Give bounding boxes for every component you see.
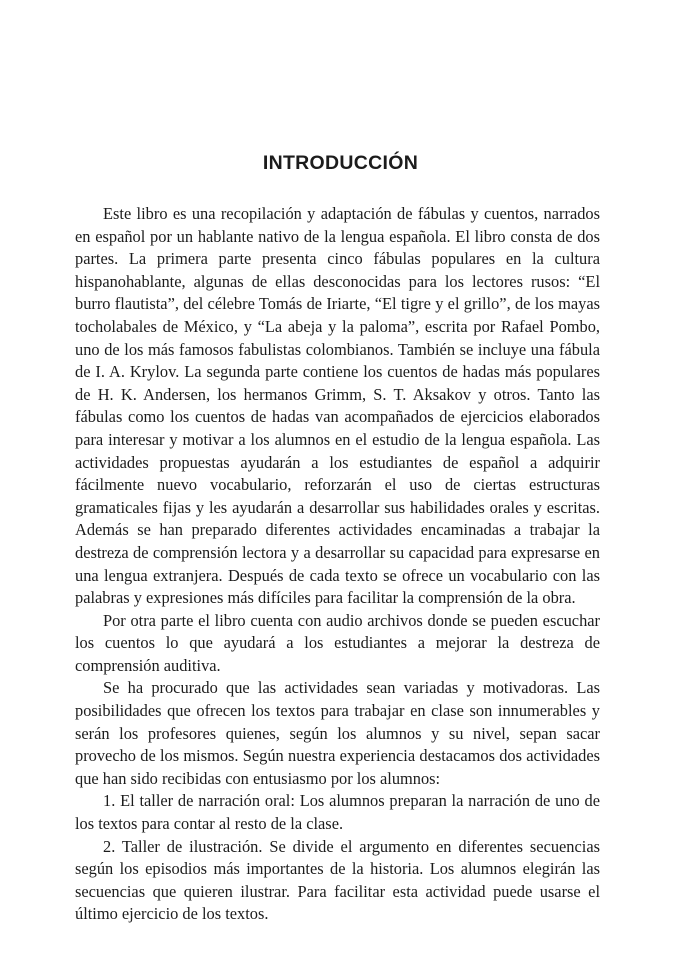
paragraph-activities: Se ha procurado que las actividades sean variadas y motivadoras. Las posibilidades que ofrecen los textos para trabajar en clase son innumerables y serán los profesores quienes, según los alumnos y su nivel, sepan sacar provecho de los mismos. Según nuestra experiencia destacamos dos actividades que han sido recibidas con entusiasmo por los alumnos:: [75, 678, 600, 788]
introduction-body: [75, 203, 600, 926]
paragraph-activity-1: 1. El taller de narración oral: Los alumnos preparan la narración de uno de los textos para contar al resto de la clase.: [75, 791, 600, 834]
paragraph-audio: Por otra parte el libro cuenta con audio archivos donde se pueden escuchar los cuentos lo que ayudará a los estudiantes a mejorar la destreza de comprensión auditiva.: [75, 610, 600, 675]
paragraph-overview: Este libro es una recopilación y adaptación de fábulas y cuentos, narrados en español por un hablante nativo de la lengua española. El libro consta de dos partes. La primera parte presenta cinco fábulas populares en la cultura hispanohablante, algunas de ellas desconocidas para los lectores rusos: “El burro flautista”, del célebre Tomás de Iriarte, “El tigre y el grillo”, de los mayas tocholabales de México, y “La abeja y la paloma”, escrita por Rafael Pombo, uno de los más famosos fabulistas colombianos. También se incluye una fábula de I. A. Krylov. La segunda parte contiene los cuentos de hadas más populares de H. K. Andersen, los hermanos Grimm, S. T. Aksakov y otros. Tanto las fábulas como los cuentos de hadas van acompañados de ejercicios elaborados para interesar y motivar a los alumnos en el estudio de la lengua española. Las actividades propuestas ayudarán a los estudiantes de español a adquirir fácilmente nuevo vocabulario, reforzarán el uso de ciertas estructuras gramaticales fijas y les ayudarán a desarrollar sus habilidades orales y escritas. Además se han preparado diferentes actividades encaminadas a trabajar la destreza de comprensión lectora y a desarrollar su capacidad para expresarse en una lengua extranjera. Después de cada texto se ofrece un vocabulario con las palabras y expresiones más difíciles para facilitar la comprensión de la obra.: [75, 204, 600, 608]
paragraph-activity-2: 2. Taller de ilustración. Se divide el argumento en diferentes secuencias según los episodios más importantes de la historia. Los alumnos elegirán las secuencias que quieren ilustrar. Para facilitar esta actividad puede usarse el último ejercicio de los textos.: [75, 836, 600, 924]
page-title: INTRODUCCIÓN: [262, 152, 419, 174]
